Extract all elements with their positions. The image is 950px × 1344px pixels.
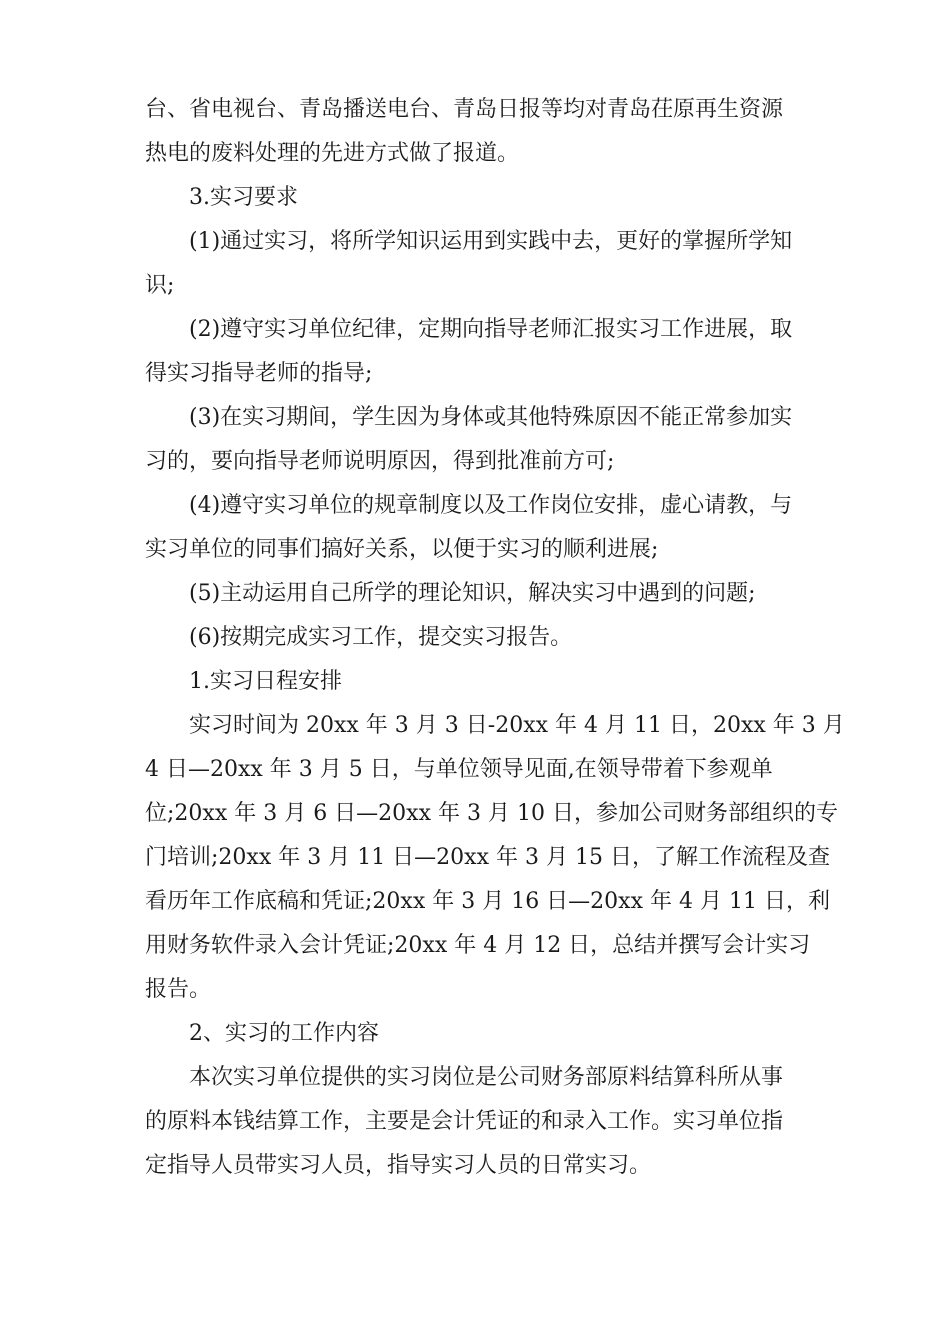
text-line: 2、实习的工作内容 [189, 1021, 379, 1046]
text-line: 热电的废料处理的先进方式做了报道。 [145, 141, 520, 166]
text-line: 实习单位的同事们搞好关系，以便于实习的顺利进展; [145, 537, 659, 562]
text-line: 门培训;20xx 年 3 月 11 日—20xx 年 3 月 15 日，了解工作流程及查 [145, 845, 830, 870]
text-line: (2)遵守实习单位纪律，定期向指导老师汇报实习工作进展，取 [189, 317, 793, 342]
text-line: 得实习指导老师的指导; [145, 361, 373, 386]
text-line: 的原料本钱结算工作，主要是会计凭证的和录入工作。实习单位指 [145, 1109, 784, 1134]
text-line: (1)通过实习，将所学知识运用到实践中去，更好的掌握所学知 [189, 229, 793, 254]
text-line: 实习时间为 20xx 年 3 月 3 日-20xx 年 4 月 11 日，20xx 年 3 月 [189, 713, 845, 738]
text-line: (3)在实习期间，学生因为身体或其他特殊原因不能正常参加实 [189, 405, 793, 430]
text-line: 用财务软件录入会计凭证;20xx 年 4 月 12 日，总结并撰写会计实习 [145, 933, 811, 958]
text-line: 识; [145, 273, 175, 298]
text-line: 1.实习日程安排 [189, 669, 342, 694]
text-line: 4 日—20xx 年 3 月 5 日，与单位领导见面,在领导带着下参观单 [145, 757, 773, 782]
text-line: 定指导人员带实习人员，指导实习人员的日常实习。 [145, 1153, 652, 1178]
text-line: 看历年工作底稿和凭证;20xx 年 3 月 16 日—20xx 年 4 月 11 日，利 [145, 889, 830, 914]
text-line: (5)主动运用自己所学的理论知识，解决实习中遇到的问题; [189, 581, 756, 606]
text-line: 位;20xx 年 3 月 6 日—20xx 年 3 月 10 日，参加公司财务部组织的专 [145, 801, 838, 826]
text-line: 3.实习要求 [189, 185, 298, 210]
text-line: (4)遵守实习单位的规章制度以及工作岗位安排，虚心请教，与 [189, 493, 793, 518]
text-line: 台、省电视台、青岛播送电台、青岛日报等均对青岛茌原再生资源 [145, 97, 784, 122]
text-line: (6)按期完成实习工作，提交实习报告。 [189, 625, 573, 650]
document-body [145, 88, 845, 1188]
text-line: 本次实习单位提供的实习岗位是公司财务部原料结算科所从事 [189, 1065, 784, 1090]
text-line: 习的，要向指导老师说明原因，得到批准前方可; [145, 449, 615, 474]
text-line: 报告。 [145, 977, 212, 1002]
